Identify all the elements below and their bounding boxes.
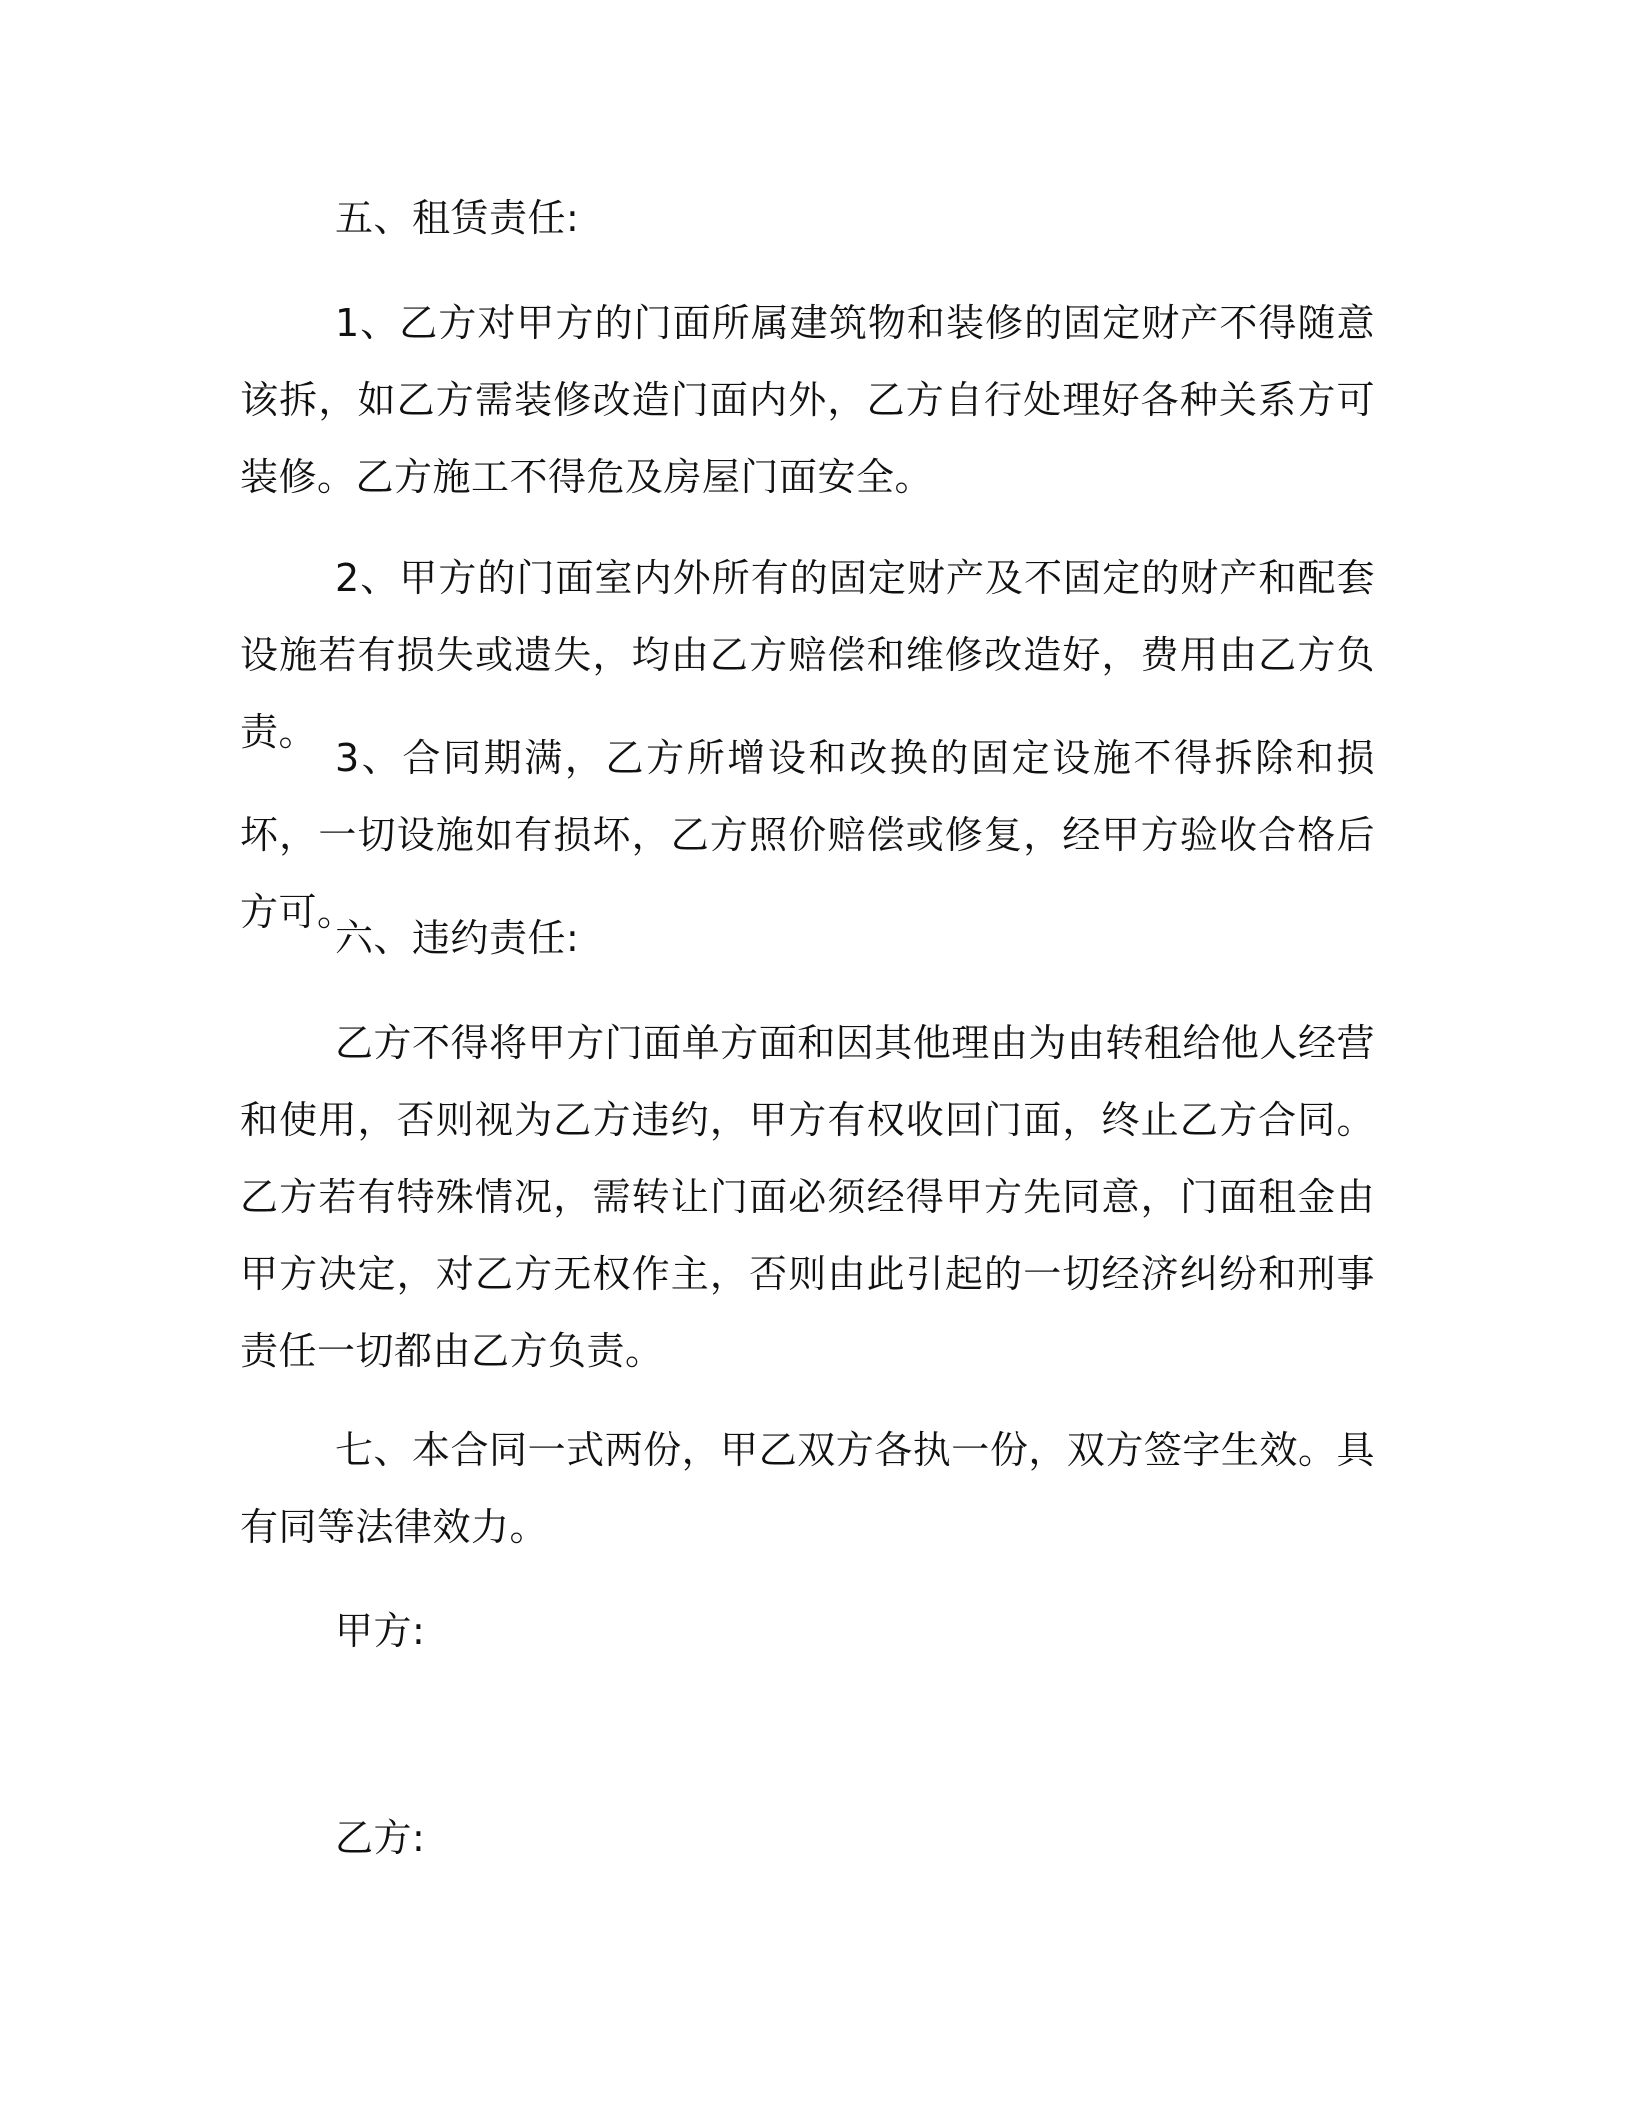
- clause-2: 2、甲方的门面室内外所有的固定财产及不固定的财产和配套设施若有损失或遗失，均由乙方赔偿和维修改造好，费用由乙方负责。: [240, 556, 1375, 754]
- party-a-signature-label: 甲方:: [335, 1609, 426, 1653]
- clause-3: 3、合同期满，乙方所增设和改换的固定设施不得拆除和损坏，一切设施如有损坏，乙方照价赔偿或修复，经甲方验收合格后方可。: [240, 736, 1375, 934]
- section-7: 七、本合同一式两份，甲乙双方各执一份，双方签字生效。具有同等法律效力。: [240, 1428, 1375, 1549]
- party-b-signature-label: 乙方:: [335, 1816, 426, 1860]
- section-5-heading: 五、租赁责任:: [335, 196, 580, 240]
- clause-1: 1、乙方对甲方的门面所属建筑物和装修的固定财产不得随意该拆，如乙方需装修改造门面内外，乙方自行处理好各种关系方可装修。乙方施工不得危及房屋门面安全。: [240, 301, 1375, 499]
- section-6-heading: 六、违约责任:: [335, 916, 580, 960]
- breach-clause: 乙方不得将甲方门面单方面和因其他理由为由转租给他人经营和使用，否则视为乙方违约，甲方有权收回门面，终止乙方合同。乙方若有特殊情况，需转让门面必须经得甲方先同意，门面租金由甲方决定，对乙方无权作主，否则由此引起的一切经济纠纷和刑事责任一切都由乙方负责。: [240, 1021, 1375, 1373]
